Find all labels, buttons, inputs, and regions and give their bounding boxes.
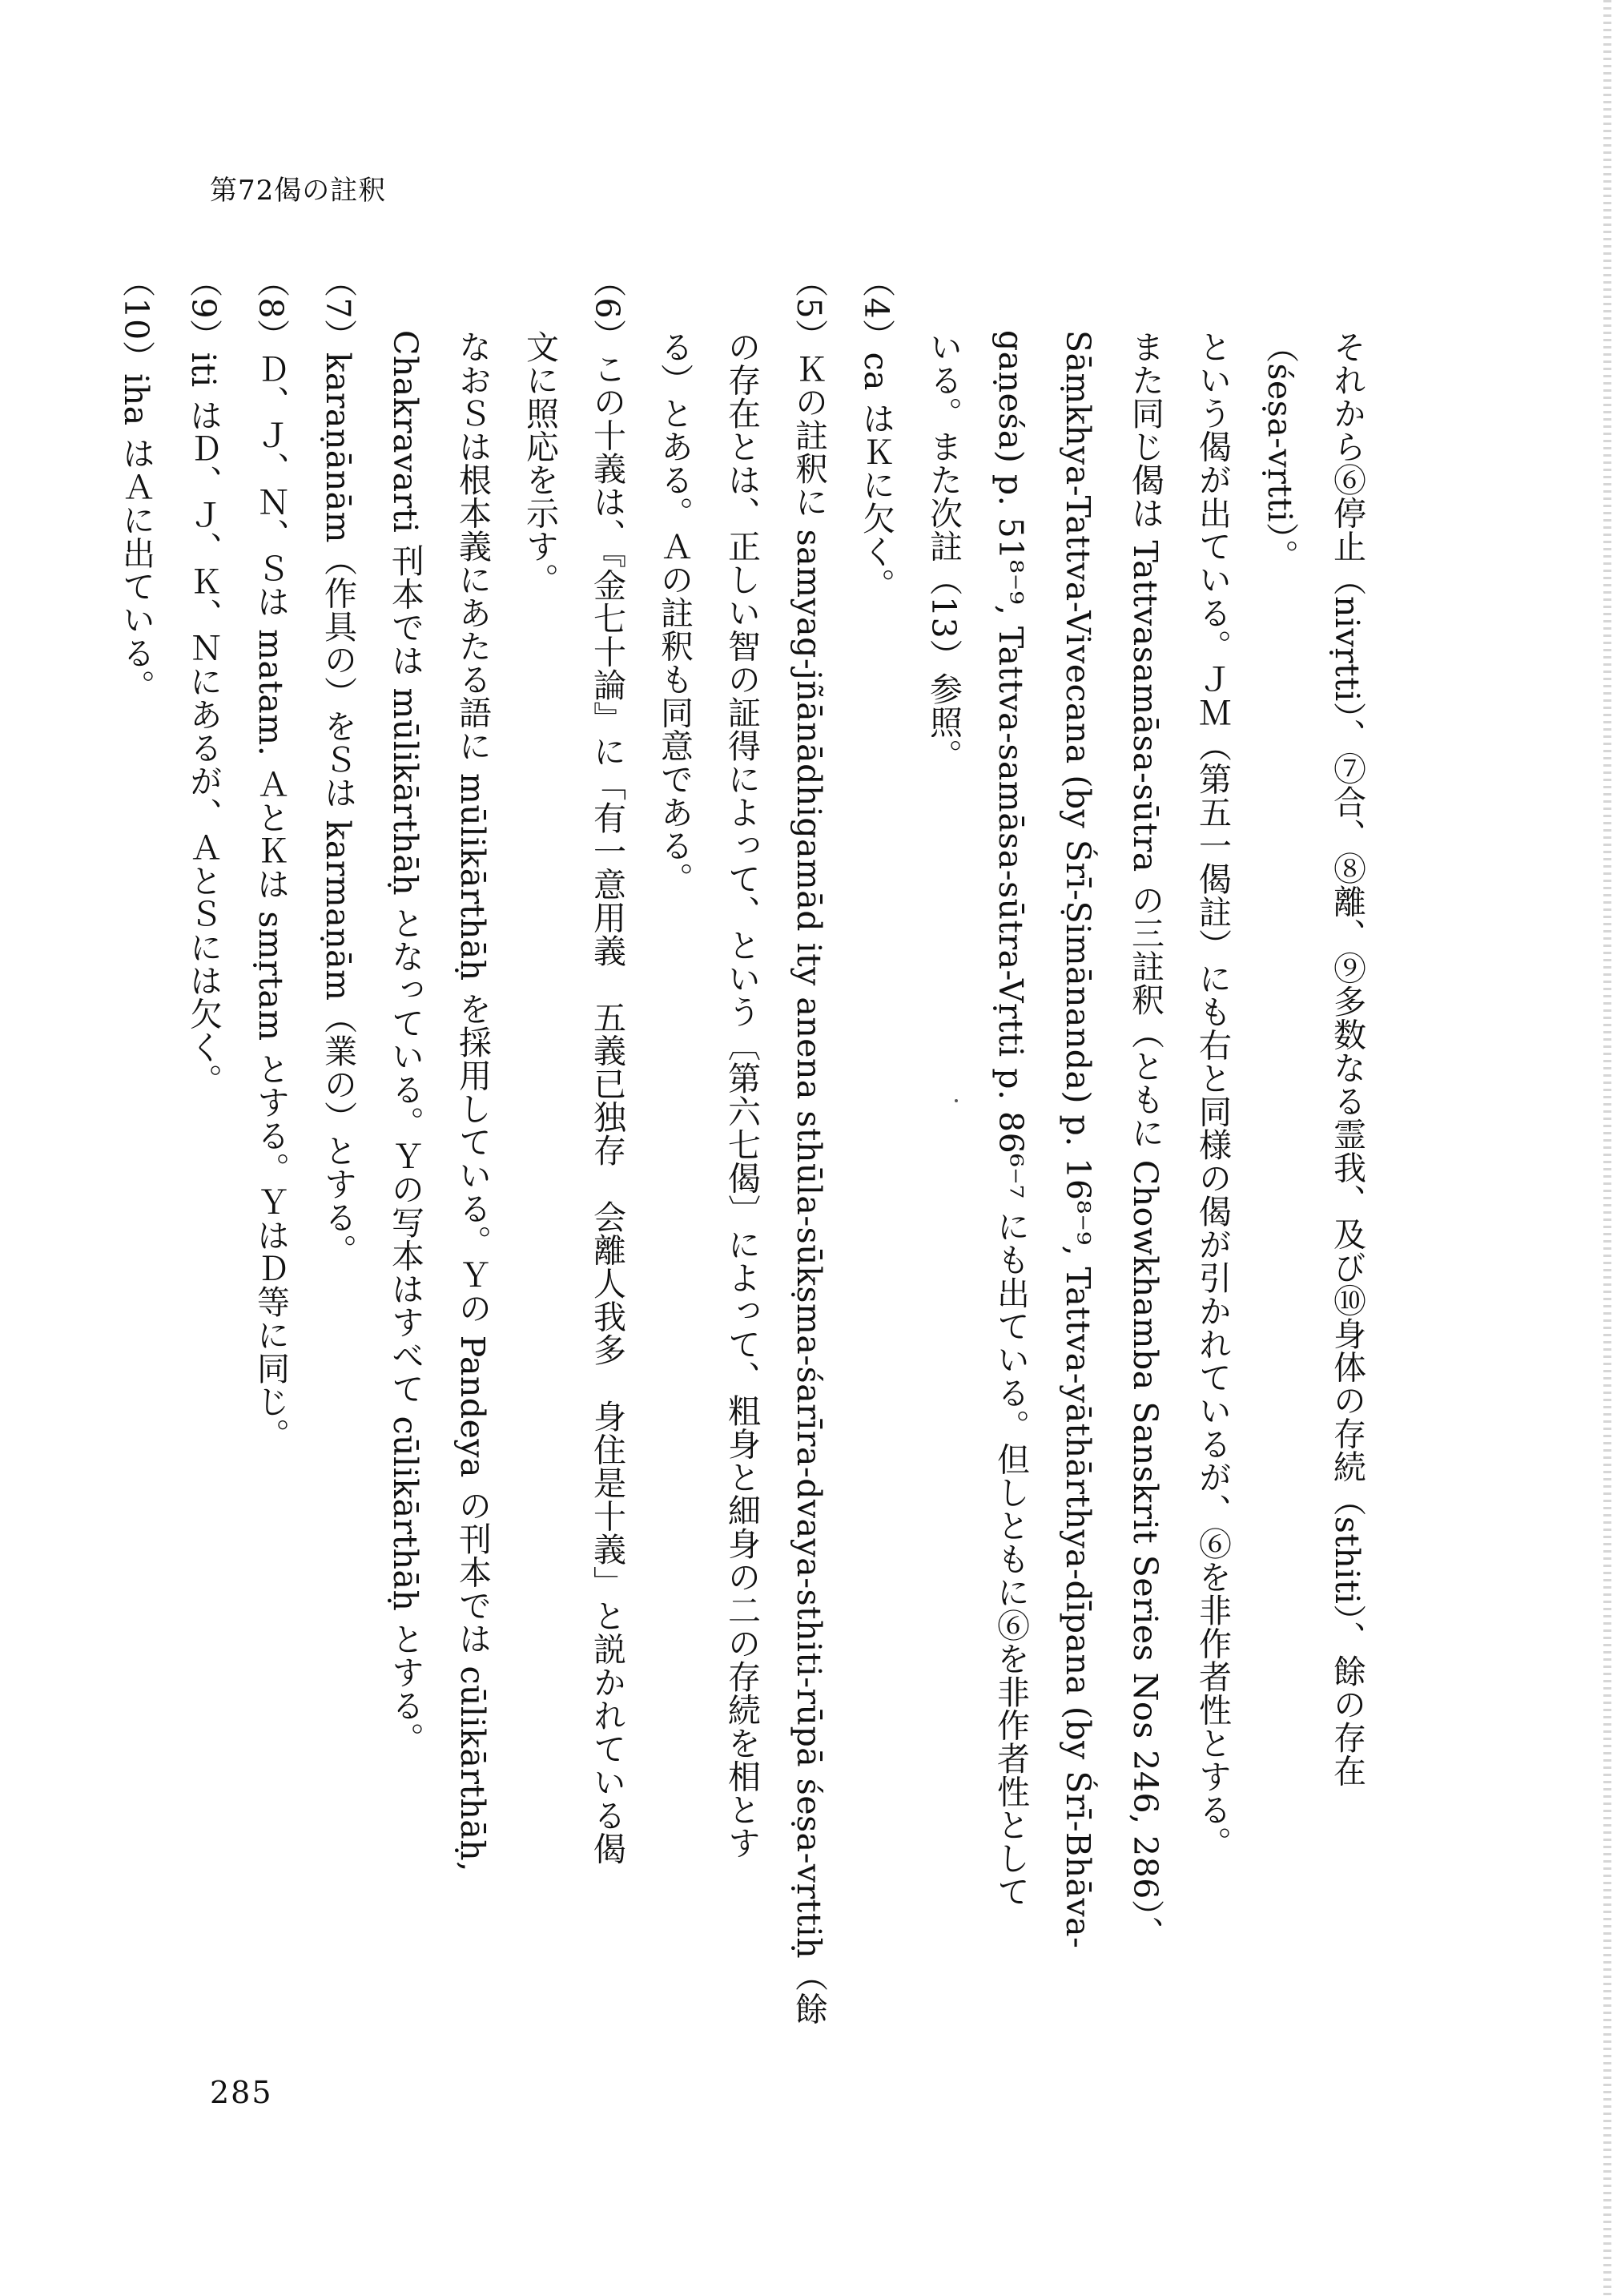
text-line: いる。また次註（13）参照。: [924, 330, 963, 772]
text-line: また同じ偈は Tattvasamāsa-sūtra の三註釈（ともに Chowkhamba Sanskrit Series Nos 246, 286）、: [1126, 330, 1164, 1950]
text-line: gaṇeśa) p. 51⁸⁻⁹, Tattva-samāsa-sūtra-Vṛtti p. 86⁶⁻⁷ にも出ている。但しともに⑥を非作者性として: [992, 330, 1030, 1908]
text-line: 文に照応を示す。: [521, 330, 559, 596]
running-head: 第72偈の註釈: [210, 175, 387, 207]
ink-speck: [955, 1099, 958, 1102]
text-line: という偈が出ている。ＪＭ（第五一偈註）にも右と同様の偈が引かれているが、⑥を非作者性とする。: [1193, 330, 1232, 1859]
scanned-page-edge: [1603, 0, 1611, 2296]
note-5: （5）Ｋの註釈に samyag-jñānādhigamād ity anena sthūla-sūkṣma-śarīra-dvaya-sthiti-rūpā śeṣa-vṛttiḥ（餘: [790, 264, 828, 2026]
text-line: （śeṣa-vṛtti）。: [1261, 330, 1299, 573]
vertical-text-body: [103, 264, 1381, 2043]
text-line: の存在とは、正しい智の証得によって、という〔第六七偈〕によって、粗身と細身の二の存続を相とす: [722, 330, 761, 1859]
note-4: （4）ca はＫに欠く。: [857, 264, 895, 602]
note-7: （7）karaṇānām（作具の）をＳは karmaṇām（業の）とする。: [319, 264, 357, 1267]
note-10: （10）iha はＡに出ている。: [117, 264, 155, 703]
text-line: Sāṃkhya-Tattva-Vivecana (by Śrī-Ṣimānanda) p. 16⁸⁻⁹, Tattva-yāthārthya-dīpana (by Śrī-Bhāva-: [1059, 330, 1097, 1949]
note-9: （9）iti はＤ、Ｊ、Ｋ、Ｎにあるが、ＡとＳには欠く。: [184, 264, 223, 1097]
text-line: る）とある。Ａの註釈も同意である。: [655, 330, 694, 896]
note-6: （6）この十義は、『金七十論』に「有一意用義 五義已独存 会離人我多 身住是十義」と説かれている偈: [588, 264, 626, 1866]
page-number: 285: [210, 2075, 273, 2110]
text-line: なおＳは根本義にあたる語に mūlikārthāḥ を採用している。Ｙの Pandeya の刊本では cūlikārthāḥ,: [453, 330, 492, 1872]
text-line: それから⑥停止（nivṛtti）、⑦合、⑧離、⑨多数なる霊我、及び⑩身体の存続（sthiti）、餘の存在: [1328, 330, 1366, 1787]
text-line: Chakravarti 刊本では mūlikārthāḥ となっている。Ｙの写本はすべて cūlikārthāḥ とする。: [386, 330, 424, 1755]
note-8: （8）Ｄ、Ｊ、Ｎ、Ｓは matam. ＡとＫは smṛtam とする。ＹはＤ等に同じ。: [251, 264, 290, 1452]
